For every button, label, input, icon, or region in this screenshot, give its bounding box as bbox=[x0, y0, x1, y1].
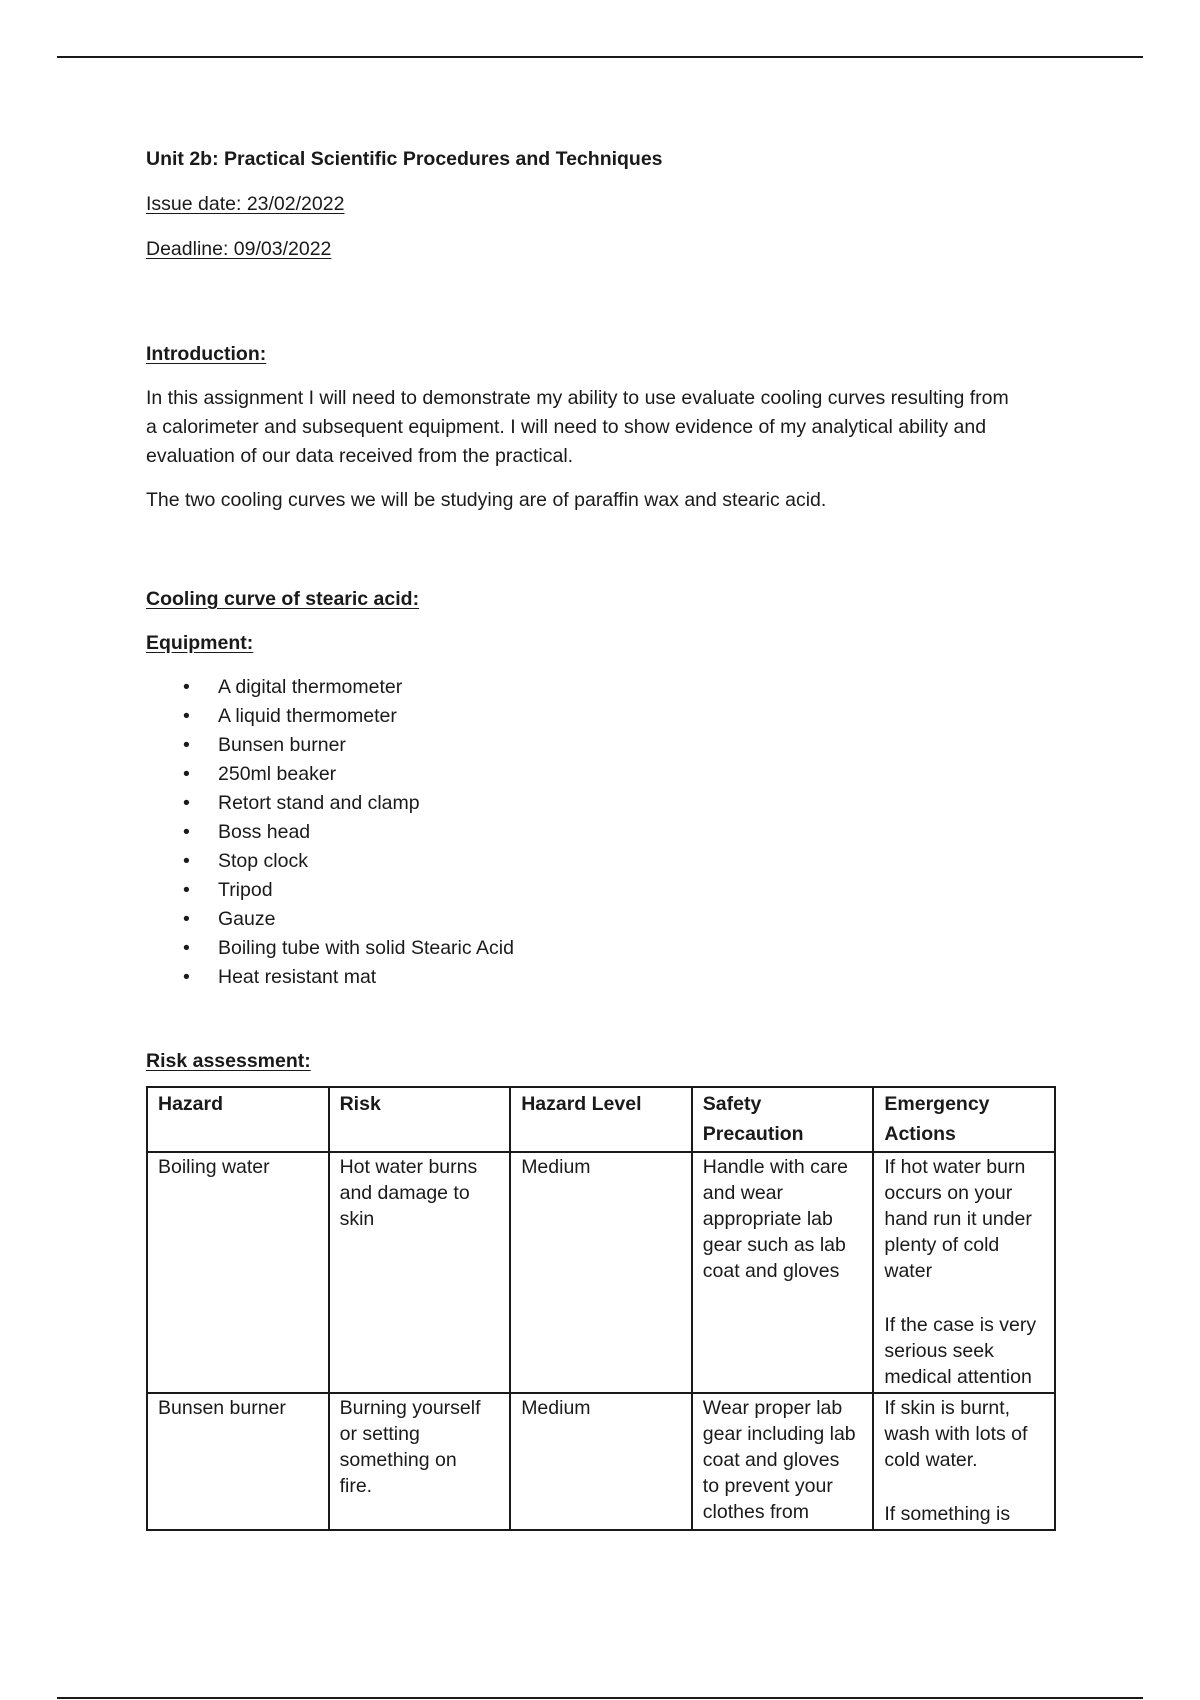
cell-line: and damage to bbox=[339, 1182, 470, 1204]
cell-spacer bbox=[884, 1473, 1044, 1501]
intro-line: evaluation of our data received from the practical. bbox=[146, 445, 574, 467]
cell-line: gear such as lab bbox=[702, 1234, 846, 1256]
cell-hazard-level: Medium bbox=[510, 1152, 692, 1393]
equipment-list bbox=[146, 673, 1066, 992]
cell-line: If the case is very bbox=[884, 1314, 1037, 1336]
cell-line: Handle with care bbox=[702, 1156, 849, 1178]
document-body bbox=[146, 145, 1066, 1531]
cell-hazard: Boiling water bbox=[147, 1152, 329, 1393]
bullet-icon: • bbox=[183, 908, 190, 930]
table-row bbox=[147, 1152, 1055, 1393]
cell-line: Hot water burns bbox=[339, 1156, 478, 1178]
cell-line: Burning yourself bbox=[339, 1397, 481, 1419]
cell-line: occurs on your bbox=[884, 1182, 1013, 1204]
bullet-icon: • bbox=[183, 676, 190, 698]
risk-assessment-heading: Risk assessment: bbox=[146, 1050, 311, 1072]
cell-line: clothes from bbox=[702, 1501, 809, 1523]
cell-line: and wear bbox=[702, 1182, 783, 1204]
cell-line: If hot water burn bbox=[884, 1156, 1026, 1178]
deadline bbox=[146, 235, 1066, 264]
table-header-row bbox=[147, 1087, 1055, 1152]
cell-line: serious seek bbox=[884, 1340, 994, 1362]
cell-line: gear including lab bbox=[702, 1423, 856, 1445]
list-item bbox=[146, 905, 1066, 934]
column-header-safety-precaution bbox=[692, 1087, 874, 1152]
cell-line: cold water. bbox=[884, 1449, 978, 1471]
cell-line: something on bbox=[339, 1449, 457, 1471]
cell-line: fire. bbox=[339, 1475, 373, 1497]
cell-line: coat and gloves bbox=[702, 1260, 840, 1282]
cell-line: to prevent your bbox=[702, 1475, 833, 1497]
list-item bbox=[146, 818, 1066, 847]
document-title: Unit 2b: Practical Scientific Procedures and Techniques bbox=[146, 148, 663, 170]
list-item bbox=[146, 963, 1066, 992]
cooling-curve-heading: Cooling curve of stearic acid: bbox=[146, 588, 420, 610]
header-line: Precaution bbox=[702, 1123, 804, 1145]
equipment-item: A digital thermometer bbox=[218, 676, 403, 698]
cell-risk bbox=[329, 1152, 511, 1393]
cell-line: If something is bbox=[884, 1503, 1011, 1525]
header-line: Safety bbox=[702, 1093, 762, 1115]
equipment-item: Tripod bbox=[218, 879, 273, 901]
cell-line: hand run it under bbox=[884, 1208, 1032, 1230]
spacer bbox=[146, 280, 1066, 340]
bullet-icon: • bbox=[183, 879, 190, 901]
cell-line: water bbox=[884, 1260, 933, 1282]
deadline-text: Deadline: 09/03/2022 bbox=[146, 238, 332, 260]
bullet-icon: • bbox=[183, 966, 190, 988]
cell-line: plenty of cold bbox=[884, 1234, 1000, 1256]
equipment-item: Retort stand and clamp bbox=[218, 792, 420, 814]
list-item bbox=[146, 876, 1066, 905]
list-item bbox=[146, 847, 1066, 876]
cell-hazard: Bunsen burner bbox=[147, 1393, 329, 1530]
equipment-item: Boss head bbox=[218, 821, 311, 843]
column-header-hazard: Hazard bbox=[147, 1087, 329, 1152]
equipment-item: Boiling tube with solid Stearic Acid bbox=[218, 937, 514, 959]
equipment-item: A liquid thermometer bbox=[218, 705, 397, 727]
column-header-risk: Risk bbox=[329, 1087, 511, 1152]
bullet-icon: • bbox=[183, 705, 190, 727]
cell-hazard-level: Medium bbox=[510, 1393, 692, 1530]
equipment-item: Heat resistant mat bbox=[218, 966, 377, 988]
equipment-item: Bunsen burner bbox=[218, 734, 346, 756]
header-line: Actions bbox=[884, 1123, 956, 1145]
list-item bbox=[146, 760, 1066, 789]
list-item bbox=[146, 731, 1066, 760]
top-rule bbox=[57, 56, 1143, 58]
cell-line: coat and gloves bbox=[702, 1449, 840, 1471]
spacer bbox=[146, 992, 1066, 1047]
list-item bbox=[146, 789, 1066, 818]
cell-line: Wear proper lab bbox=[702, 1397, 843, 1419]
list-item bbox=[146, 673, 1066, 702]
equipment-item: Stop clock bbox=[218, 850, 308, 872]
cell-line: appropriate lab bbox=[702, 1208, 833, 1230]
bullet-icon: • bbox=[183, 734, 190, 756]
cell-safety-precaution bbox=[692, 1393, 874, 1530]
header-line: Emergency bbox=[884, 1093, 990, 1115]
cell-emergency-actions bbox=[873, 1393, 1055, 1530]
issue-date-text: Issue date: 23/02/2022 bbox=[146, 193, 345, 215]
bottom-rule bbox=[57, 1697, 1143, 1699]
cell-emergency-actions bbox=[873, 1152, 1055, 1393]
bullet-icon: • bbox=[183, 850, 190, 872]
bullet-icon: • bbox=[183, 821, 190, 843]
cell-line: wash with lots of bbox=[884, 1423, 1028, 1445]
cell-spacer bbox=[884, 1284, 1044, 1312]
list-item bbox=[146, 934, 1066, 963]
list-item bbox=[146, 702, 1066, 731]
risk-assessment-table bbox=[146, 1086, 1056, 1531]
cell-line: If skin is burnt, bbox=[884, 1397, 1011, 1419]
equipment-heading: Equipment: bbox=[146, 632, 254, 654]
bullet-icon: • bbox=[183, 937, 190, 959]
column-header-emergency-actions bbox=[873, 1087, 1055, 1152]
column-header-hazard-level: Hazard Level bbox=[510, 1087, 692, 1152]
introduction-heading: Introduction: bbox=[146, 343, 267, 365]
spacer bbox=[146, 530, 1066, 585]
cell-line: or setting bbox=[339, 1423, 420, 1445]
cell-line: skin bbox=[339, 1208, 375, 1230]
cell-line: medical attention bbox=[884, 1366, 1032, 1388]
intro-line: a calorimeter and subsequent equipment. I will need to show evidence of my analytical ability and bbox=[146, 416, 987, 438]
introduction-paragraph-2: The two cooling curves we will be studying are of paraffin wax and stearic acid. bbox=[146, 489, 827, 511]
introduction-paragraph bbox=[146, 384, 1066, 471]
equipment-item: Gauze bbox=[218, 908, 276, 930]
bullet-icon: • bbox=[183, 763, 190, 785]
cell-risk bbox=[329, 1393, 511, 1530]
bullet-icon: • bbox=[183, 792, 190, 814]
issue-date bbox=[146, 190, 1066, 219]
cell-safety-precaution bbox=[692, 1152, 874, 1393]
table-row bbox=[147, 1393, 1055, 1530]
intro-line: In this assignment I will need to demonstrate my ability to use evaluate cooling curves resulting from bbox=[146, 387, 1009, 409]
equipment-item: 250ml beaker bbox=[218, 763, 337, 785]
